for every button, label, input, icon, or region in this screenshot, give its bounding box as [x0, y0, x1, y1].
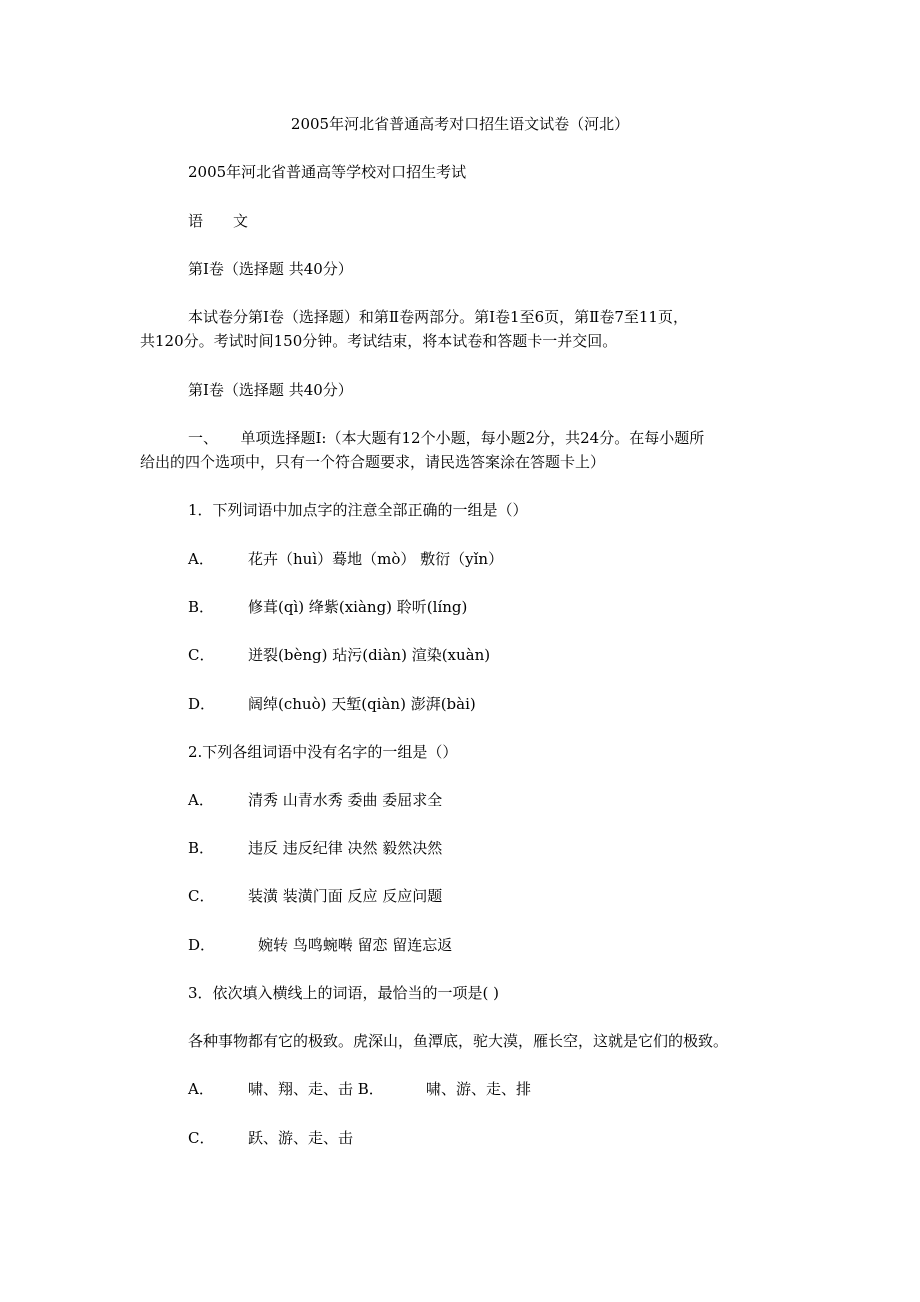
q2-option-b-text: 违反 违反纪律 决然 毅然决然 [248, 839, 443, 857]
question-1-stem: 1．下列词语中加点字的注意全部正确的一组是（） [188, 501, 528, 519]
q1-option-d-text: 阔绰(chuò) 天堑(qiàn) 澎湃(bài) [248, 695, 476, 713]
q1-option-c-label: C． [188, 646, 215, 664]
question-2-stem: 2.下列各组词语中没有名字的一组是（） [188, 743, 458, 761]
q1-option-b-label: B． [188, 598, 215, 616]
document-title: 2005年河北省普通高考对口招生语文试卷（河北） [290, 115, 630, 133]
q1-option-a-text: 花卉（huì）蓦地（mò） 敷衍（yǐn） [248, 550, 504, 568]
q3-option-c-label: C． [188, 1129, 215, 1147]
q3-option-c-text: 跃、游、走、击 [248, 1129, 354, 1147]
section-heading: 第I卷（选择题 共40分） [188, 260, 353, 278]
q1-option-a-label: A． [188, 550, 214, 568]
section-heading-repeat: 第I卷（选择题 共40分） [188, 381, 353, 399]
q3-option-a-text: 啸、翔、走、击 B． [248, 1080, 384, 1098]
q2-option-a-label: A． [188, 791, 214, 809]
exam-subtitle: 2005年河北省普通高等学校对口招生考试 [188, 163, 467, 181]
q2-option-a-text: 清秀 山青水秀 委曲 委屈求全 [248, 791, 443, 809]
question-3-passage: 各种事物都有它的极致。虎深山，鱼潭底，驼大漠，雁长空，这就是它们的极致。 [188, 1032, 729, 1050]
question-3-stem: 3．依次填入横线上的词语，最恰当的一项是( ) [188, 984, 500, 1002]
subject-heading: 语 文 [188, 212, 249, 230]
q1-option-d-label: D． [188, 695, 216, 713]
q1-option-c-text: 迸裂(bèng) 玷污(diàn) 渲染(xuàn) [248, 646, 491, 664]
part-instructions-line1: 一、 单项选择题I:（本大题有12个小题，每小题2分，共24分。在每小题所 [188, 429, 705, 447]
q2-option-b-label: B． [188, 839, 215, 857]
q2-option-d-text: 婉转 鸟鸣蜿啭 留恋 留连忘返 [258, 936, 453, 954]
q1-option-b-text: 修葺(qì) 绛紫(xiàng) 聆听(líng) [248, 598, 468, 616]
q3-option-b-text: 啸、游、走、排 [426, 1080, 532, 1098]
intro-paragraph-line1: 本试卷分第I卷（选择题）和第Ⅱ卷两部分。第I卷1至6页，第Ⅱ卷7至11页， [188, 308, 688, 326]
q2-option-c-text: 装潢 装潢门面 反应 反应问题 [248, 887, 443, 905]
q3-option-a-label: A． [188, 1080, 214, 1098]
part-instructions-line2: 给出的四个选项中，只有一个符合题要求，请民选答案涂在答题卡上） [140, 453, 606, 471]
q2-option-c-label: C． [188, 887, 215, 905]
q2-option-d-label: D． [188, 936, 216, 954]
intro-paragraph-line2: 共120分。考试时间150分钟。考试结束，将本试卷和答题卡一并交回。 [140, 332, 618, 350]
